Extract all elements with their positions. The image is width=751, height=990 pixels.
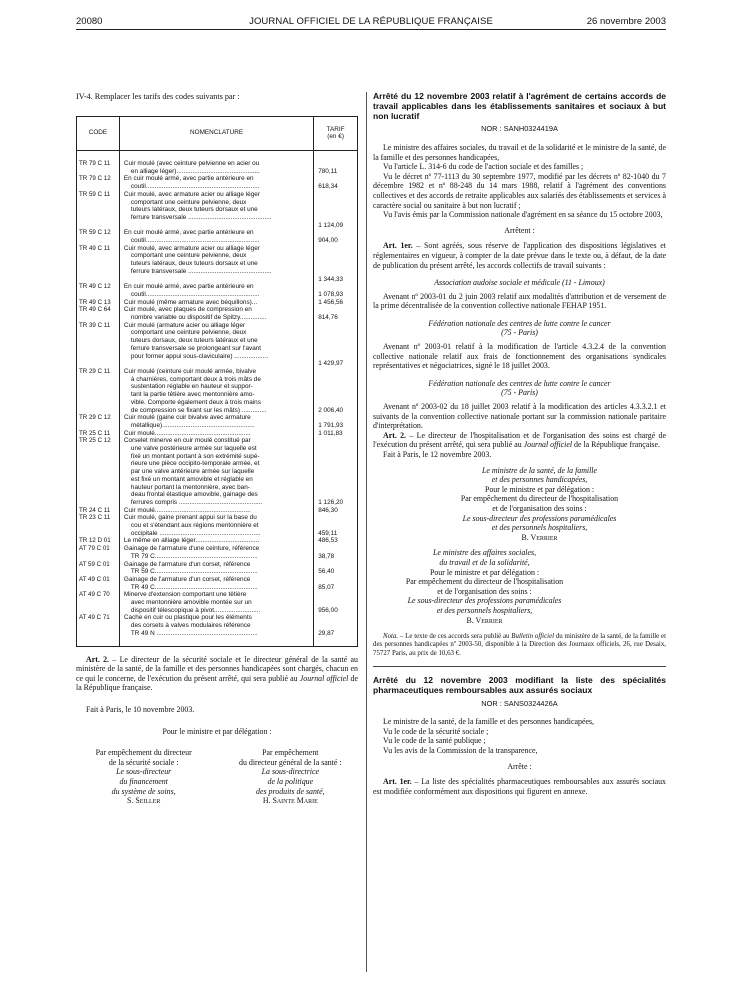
nomenclature-line: comportant une ceinture pelvienne, deux [130, 198, 247, 206]
table-row [77, 576, 358, 591]
table-row [77, 229, 358, 244]
row-tarif-cell [314, 229, 358, 244]
nomenclature-line: dispositif télescopique à pivot.......................... [130, 606, 261, 614]
nomenclature-line: par une valve antérieure armée sur laquelle [130, 468, 255, 476]
arrete1-p4: Vu l'avis émis par la Commission nationale d'agrément en sa séance du 15 octobre 2003, [383, 210, 663, 220]
row-tarif-cell [314, 437, 358, 506]
table-header-row [77, 116, 358, 150]
sig-left-line: du financement [119, 776, 168, 786]
left-fait: Fait à Paris, le 10 novembre 2003. [86, 704, 195, 714]
signature-right [223, 748, 358, 806]
sig-right-line: La sous-directrice [261, 767, 319, 777]
row-code: TR 25 C 11 [77, 430, 120, 438]
nota-end: du ministère de la santé, de la famille et des personnes handicapées nº 2003-50, disponible à la Direction des Journaux officiels, 26, rue Desaix, 75727 Paris, au prix de 10,63 €. [373, 633, 667, 657]
col-header-nomenclature: NOMENCLATURE [119, 116, 313, 150]
row-tarif-cell [314, 191, 358, 230]
nomenclature-line: En cuir moulé armé, avec partie antérieure en [123, 175, 254, 183]
assoc1-heading: Association audoise sociale et médicale (11 - Limoux) [434, 278, 605, 288]
nomenclature-line: Cuir moulé (ceinture cuir moulé armée, bivalve [123, 367, 257, 375]
nomenclature-line: ferrures compris ............................................... [130, 498, 263, 506]
row-code: TR 49 C 64 [77, 306, 120, 321]
table-row [77, 245, 358, 284]
table-row [77, 151, 358, 176]
nomenclature-line: tuteurs latéraux, deux tuteurs dorsaux et une [130, 206, 258, 214]
arrete1-p2: Vu l'article L. 314-6 du code de l'action sociale et des familles ; [383, 162, 584, 172]
arrete1-art2-text: – Le directeur de l'hospitalisation et de l'organisation des soins est chargé de l'exécution du présent arrêté, qui sera publié au [373, 430, 666, 450]
row-nomenclature [119, 229, 313, 244]
nomenclature-line: à charnières, comportant deux à trois mâts de [130, 375, 261, 383]
nomenclature-line: Cuir moulé (avec ceinture pelvienne en acier ou [123, 160, 260, 167]
tarif-header-line2: (en €) [327, 133, 344, 141]
nomenclature-line: deau frontal élastique amovible, gainage des [130, 491, 258, 499]
sig-right-line: des produits de santé, [256, 786, 325, 796]
sig2-line: du travail et de la solidarité, [439, 557, 530, 567]
row-nomenclature [119, 514, 313, 537]
table-row [77, 507, 358, 515]
table-row [77, 537, 358, 545]
nomenclature-line: fixé un montant portant à son extrémité supé- [130, 452, 260, 460]
assoc2-heading-l2: (75 - Paris) [501, 328, 538, 338]
row-tarif: 459,11 [318, 529, 338, 537]
nomenclature-line: cou et s'étendant aux régions mentonnière et [130, 522, 259, 530]
arrete1-art1 [373, 241, 666, 270]
sig1-line: et de l'organisation des soins : [492, 503, 587, 513]
nomenclature-line: Minerve d'extension comportant une têtière [123, 591, 247, 599]
table-row [77, 322, 358, 368]
sig2-name: B. Verrier [466, 615, 503, 625]
row-tarif: 2 006,40 [318, 406, 344, 414]
row-tarif: 85,07 [318, 583, 335, 591]
row-code: TR 59 C 11 [77, 191, 120, 230]
nota [373, 633, 666, 658]
nomenclature-line: nombre variable ou dispositif de Spitzy............... [130, 314, 267, 322]
nomenclature-line: en alliage léger)............................................... [130, 167, 260, 175]
nomenclature-line: de compression se fixant sur les mâts) .............. [130, 406, 267, 414]
nomenclature-line: Cuir moulé, gaine prenant appui sur la base du [123, 514, 257, 522]
table-row [77, 545, 358, 560]
col-header-code: CODE [77, 116, 120, 150]
arrete1-art2 [373, 431, 666, 450]
signature-left [76, 748, 211, 806]
nomenclature-line: Cuir moulé, avec armature acier ou alliage léger [123, 190, 260, 198]
nomenclature-line: TR 49 C.......................................................... [130, 583, 258, 591]
sig2-line: Le sous-directeur des professions paramédicales [407, 596, 562, 606]
nomenclature-line: Gainage de l'armature d'un corset, référence [123, 560, 251, 568]
arrete1-signature2 [373, 548, 666, 625]
table-row [77, 514, 358, 537]
arrete1-art2-jo: Journal officiel [523, 440, 573, 450]
row-nomenclature [119, 368, 313, 414]
nomenclature-line: coutil................................................................ [130, 290, 260, 298]
sig-left-line: de la sécurité sociale : [108, 757, 179, 767]
nomenclature-line: métallique).................................................... [130, 421, 255, 429]
nomenclature-line: TR 59 C.......................................................... [130, 568, 258, 576]
arrete1-nor: NOR : SANH0324419A [481, 124, 558, 134]
row-tarif-cell [314, 283, 358, 298]
sig1-line: Le ministre de la santé, de la famille [482, 465, 597, 475]
row-tarif-cell [314, 514, 358, 537]
nomenclature-line: une valve postérieure armée sur laquelle est [130, 445, 257, 453]
row-tarif-cell [314, 537, 358, 545]
sig1-line: Par empêchement du directeur de l'hospitalisation [460, 494, 619, 504]
row-tarif-cell [314, 175, 358, 190]
row-tarif: 904,00 [318, 237, 338, 245]
row-tarif: 1 124,09 [318, 221, 344, 229]
row-tarif: 1 344,33 [318, 275, 344, 283]
nomenclature-line: Gainage de l'armature d'une ceinture, référence [123, 545, 260, 553]
nomenclature-line: est fixé un montant amovible et réglable en [130, 475, 253, 483]
row-code: TR 49 C 12 [77, 283, 120, 298]
row-nomenclature [119, 614, 313, 646]
nomenclature-line: tuteurs latéraux, deux tuteurs dorsaux et une [130, 260, 258, 268]
right-column [373, 92, 666, 796]
table-body [77, 151, 358, 647]
sig2-line: Le ministre des affaires sociales, [432, 548, 537, 558]
arrete2-p3: Vu le code de la santé publique ; [383, 736, 486, 746]
row-code: TR 49 C 13 [77, 299, 120, 307]
arrete1-art1-text: – Sont agréés, sous réserve de l'application des dispositions législatives et réglementaires en vigueur, à compter de la date prévue dans le texte ou, à défaut, de la date de publication du présent arrêté, les accords collectifs de travail suivants : [373, 241, 666, 270]
arrete1-art2-end: de la République française. [572, 440, 660, 450]
row-tarif-cell [314, 576, 358, 591]
row-code: TR 49 C 11 [77, 245, 120, 284]
sig-right-line: Par empêchement [262, 748, 319, 758]
left-signatures [76, 748, 358, 806]
table-row [77, 414, 358, 429]
nomenclature-line: sustentation réglable en hauteur et suppor- [130, 383, 253, 391]
nota-text: – Le texte de ces accords sera publié au [398, 633, 512, 641]
column-divider [366, 92, 367, 972]
article-separator [373, 666, 666, 667]
nomenclature-line: rieure une pièce occipito-temporale armée, et [130, 460, 260, 468]
assoc1-text: Avenant nº 2003-01 du 2 juin 2003 relatif aux modalités d'attribution et de versement de la prime décentralisée de la convention collective nationale FEHAP 1951. [373, 291, 666, 311]
arrete1-title: Arrêté du 12 novembre 2003 relatif à l'agrément de certains accords de travail applicables dans les établissements sanitaires et sociaux à but non lucratif [373, 91, 666, 121]
arrete1-p1: Le ministre des affaires sociales, du travail et de la solidarité et le ministre de la santé, de la famille et des personnes handicapées, [373, 142, 666, 162]
row-tarif: 1 078,93 [318, 290, 344, 298]
row-nomenclature [119, 545, 313, 560]
row-tarif: 1 429,97 [318, 360, 344, 368]
nomenclature-line: En cuir moulé armé, avec partie antérieure en [123, 283, 254, 291]
row-tarif: 618,34 [318, 183, 338, 191]
sig1-line: et des personnes handicapées, [491, 475, 588, 485]
nomenclature-line [124, 276, 311, 284]
row-tarif: 956,00 [318, 606, 338, 614]
row-nomenclature [119, 191, 313, 230]
tarif-table [76, 116, 358, 647]
left-pour: Pour le ministre et par délégation : [162, 726, 272, 736]
row-tarif-cell [314, 614, 358, 646]
row-code: AT 79 C 01 [77, 545, 120, 560]
row-tarif: 29,87 [318, 629, 335, 637]
sig-right-line: de la politique [267, 776, 314, 786]
arrete1-art2-label: Art. 2. [383, 430, 407, 440]
arrete2-p2: Vu le code de la sécurité sociale ; [383, 726, 489, 736]
table-row [77, 306, 358, 321]
row-tarif: 780,11 [318, 167, 338, 175]
left-art2-end: de la République française. [76, 673, 359, 693]
sig-right-name: H. Sainte Marie [262, 796, 318, 806]
table-row [77, 561, 358, 576]
row-code: AT 49 C 70 [77, 591, 120, 614]
row-code: TR 23 C 11 [77, 514, 120, 537]
nomenclature-line: Cuir moulé...................................................... [123, 506, 251, 514]
row-nomenclature [119, 283, 313, 298]
row-code: AT 49 C 71 [77, 614, 120, 646]
page-header [76, 14, 666, 30]
row-tarif-cell [314, 151, 358, 176]
nota-label: Nota. [383, 633, 399, 641]
row-tarif-cell [314, 299, 358, 307]
nomenclature-line: occipitale ......................................................... [130, 529, 261, 537]
assoc3-heading-l2: (75 - Paris) [501, 388, 538, 398]
row-tarif: 846,30 [318, 506, 338, 514]
assoc2-heading [373, 319, 666, 338]
row-tarif: 1 456,56 [318, 298, 344, 306]
row-nomenclature [119, 151, 313, 176]
row-tarif-cell [314, 507, 358, 515]
assoc2-heading-l1: Fédération nationale des centres de lutte contre le cancer [428, 318, 611, 328]
row-code: TR 24 C 11 [77, 507, 120, 515]
nomenclature-line: des corsets à valves modulaires référence [130, 622, 251, 630]
row-code: TR 79 C 11 [77, 151, 120, 176]
nomenclature-line: Cache en cuir ou plastique pour les éléments [123, 614, 252, 622]
row-code: TR 79 C 12 [77, 175, 120, 190]
nota-bo: Bulletin officiel [511, 633, 555, 641]
table-intro: IV-4. Remplacer les tarifs des codes suivants par : [76, 92, 240, 101]
nomenclature-line: avec mentonnière amovible montée sur un [130, 599, 252, 607]
row-tarif: 486,53 [318, 537, 338, 545]
nomenclature-line: Cuir moulé, avec plaques de compression en [123, 306, 252, 314]
left-column [76, 92, 358, 806]
row-code: TR 39 C 11 [77, 322, 120, 368]
nomenclature-line: tuteurs dorsaux, deux tuteurs latéraux et une [130, 337, 258, 345]
nomenclature-line: Cuir moulé (gaine cuir bivalve avec armature [123, 414, 251, 422]
table-row [77, 437, 358, 506]
nomenclature-line: coutil................................................................ [130, 183, 260, 191]
row-tarif-cell [314, 545, 358, 560]
sig2-line: Par empêchement du directeur de l'hospitalisation [405, 577, 564, 587]
sig1-line: Pour le ministre et par délégation : [484, 484, 595, 494]
row-code: TR 29 C 11 [77, 368, 120, 414]
nomenclature-line: pour former appui sous-claviculaire) ................... [130, 352, 268, 360]
assoc3-heading-l1: Fédération nationale des centres de lutte contre le cancer [428, 378, 611, 388]
arrete2-art1 [373, 777, 666, 796]
row-nomenclature [119, 245, 313, 284]
sig-right-line: du directeur général de la santé : [239, 757, 342, 767]
left-art2-label: Art. 2. [86, 654, 110, 664]
left-art2-jo: Journal officiel [299, 673, 349, 683]
nomenclature-line: TR 79 C.......................................................... [130, 552, 258, 560]
arrete2-p4: Vu les avis de la Commission de la transparence, [383, 745, 538, 755]
row-nomenclature [119, 437, 313, 506]
row-nomenclature [119, 175, 313, 190]
arrete1-p3: Vu le décret nº 77-1113 du 30 septembre 1977, modifié par les décrets nº 82-1040 du 7 décembre 1982 et nº 88-248 du 14 mars 1988, relatif à l'agrément des conventions collectives et des accords de retraite applicables aux salariés des établissements et services à caractère social ou sanitaire à but non lucratif ; [373, 171, 666, 210]
table-row [77, 368, 358, 414]
row-tarif-cell [314, 591, 358, 614]
row-tarif: 38,78 [318, 552, 335, 560]
nomenclature-line: coutil................................................................ [130, 237, 260, 245]
nomenclature-line: ferrure transversale ............................................... [130, 267, 272, 275]
nomenclature-line: comportant une ceinture pelvienne, deux [130, 252, 247, 260]
arrete2-art1-text: – La liste des spécialités pharmaceutiques remboursables aux assurés sociaux est modifiée conformément aux dispositions qui figurent en annexe. [373, 777, 666, 796]
nomenclature-line: TR 49 N ......................................................... [130, 629, 258, 637]
row-code: TR 12 D 01 [77, 537, 120, 545]
row-tarif-cell [314, 322, 358, 368]
sig-left-name: S. Seiller [126, 796, 161, 806]
arrete1-art1-label: Art. 1er. [383, 241, 413, 251]
row-tarif: 1 791,93 [318, 421, 344, 429]
arrete1-signature1 [373, 466, 666, 543]
row-tarif: 1 011,83 [318, 429, 343, 437]
arrete2-p1: Le ministre de la santé, de la famille et des personnes handicapées, [383, 717, 594, 727]
sig1-line: et des personnels hospitaliers, [491, 523, 588, 533]
nomenclature-line: Gainage de l'armature d'un corset, référence [123, 575, 251, 583]
table-row [77, 175, 358, 190]
arrete2-art1-label: Art. 1er. [383, 777, 412, 787]
nomenclature-line: hauteur portant la mentonnière, avec ban- [130, 483, 250, 491]
sig-left-line: Le sous-directeur [116, 767, 172, 777]
row-code: TR 29 C 12 [77, 414, 120, 429]
row-tarif: 56,40 [318, 568, 335, 576]
header-rule [76, 29, 666, 30]
nomenclature-line: Cuir moulé (armature acier ou alliage léger [123, 321, 246, 329]
sig1-line: Le sous-directeur des professions paramédicales [462, 513, 617, 523]
nomenclature-line [124, 360, 311, 368]
arrete1-arretent: Arrêtent : [504, 225, 535, 235]
nomenclature-line: tant la partie têtière avec mentonnière amo- [130, 391, 255, 399]
row-tarif: 814,76 [318, 314, 338, 322]
col-header-tarif [314, 116, 358, 150]
row-tarif-cell [314, 414, 358, 429]
table-row [77, 299, 358, 307]
row-nomenclature [119, 430, 313, 438]
row-tarif-cell [314, 245, 358, 284]
table-row [77, 591, 358, 614]
row-tarif-cell [314, 561, 358, 576]
left-art2-text: – Le directeur de la sécurité sociale et le directeur général de la santé au ministère de la santé, de la famille et des personnes handicapées sont chargés, chacun en ce qui le concerne, de l'exécution du présent arrêté, qui sera publié au [76, 654, 358, 683]
row-code: AT 59 C 01 [77, 561, 120, 576]
row-nomenclature [119, 561, 313, 576]
nomenclature-line [124, 222, 311, 230]
journal-title: JOURNAL OFFICIEL DE LA RÉPUBLIQUE FRANÇAISE [249, 16, 493, 27]
sig1-name: B. Verrier [521, 532, 558, 542]
nomenclature-line: Corselet minerve en cuir moulé constitué par [123, 437, 251, 445]
row-nomenclature [119, 306, 313, 321]
assoc3-heading [373, 379, 666, 398]
nomenclature-line: vible. Comporte également deux à trois mains [130, 398, 261, 406]
nomenclature-line: Cuir moulé...................................................... [123, 429, 251, 437]
arrete2-title: Arrêté du 12 novembre 2003 modifiant la liste des spécialités pharmaceutiques remboursables aux assurés sociaux [373, 675, 666, 695]
arrete2-nor: NOR : SANS0324426A [481, 698, 558, 708]
row-tarif-cell [314, 306, 358, 321]
assoc3-text: Avenant nº 2003-02 du 18 juillet 2003 relatif à la modification des articles 4.3.3.2.1 et suivants de la convention collective nationale portant sur la commission nationale paritaire d'interprétation. [373, 402, 666, 431]
table-row [77, 430, 358, 438]
nomenclature-line: Le même en alliage léger.................................... [123, 537, 260, 545]
nomenclature-line: ferrure transversale ............................................... [130, 213, 272, 221]
row-code: AT 49 C 01 [77, 576, 120, 591]
nomenclature-line: En cuir moulé armé, avec partie antérieure en [123, 229, 254, 237]
nomenclature-line: Cuir moulé (même armature avec béquillons)... [123, 298, 258, 306]
row-nomenclature [119, 414, 313, 429]
page-number: 20080 [76, 16, 103, 27]
issue-date: 26 novembre 2003 [586, 16, 666, 27]
nomenclature-line: comportant une ceinture pelvienne, deux [130, 329, 247, 337]
table-row [77, 283, 358, 298]
row-nomenclature [119, 322, 313, 368]
row-nomenclature [119, 299, 313, 307]
table-row [77, 614, 358, 646]
nomenclature-line: Cuir moulé, avec armature acier ou alliage léger [123, 244, 260, 252]
nomenclature-line: ferrure transversale se prolongeant sur l'avant [130, 344, 262, 352]
row-code: TR 25 C 12 [77, 437, 120, 506]
row-tarif-cell [314, 368, 358, 414]
row-tarif-cell [314, 430, 358, 438]
row-nomenclature [119, 537, 313, 545]
left-art2 [76, 655, 358, 693]
table-row [77, 191, 358, 230]
sig-left-line: Par empêchement du directeur [95, 748, 192, 758]
sig2-line: Pour le ministre et par délégation : [429, 567, 540, 577]
assoc2-text: Avenant nº 2003-01 relatif à la modification de l'article 4.3.2.4 de la convention collective nationale relatif aux frais de fonctionnement des organisations syndicales représentatives et négociatrices, signé le 18 juillet 2003. [373, 342, 666, 371]
row-nomenclature [119, 507, 313, 515]
sig-left-line: du système de soins, [111, 786, 176, 796]
row-tarif: 1 126,20 [318, 498, 344, 506]
arrete2-arrete: Arrête : [507, 761, 532, 771]
row-nomenclature [119, 576, 313, 591]
row-nomenclature [119, 591, 313, 614]
row-code: TR 59 C 12 [77, 229, 120, 244]
sig2-line: et de l'organisation des soins : [437, 586, 532, 596]
arrete1-fait: Fait à Paris, le 12 novembre 2003. [383, 450, 492, 460]
sig2-line: et des personnels hospitaliers, [436, 605, 533, 615]
tarif-header-line1: TARIF [326, 125, 345, 133]
